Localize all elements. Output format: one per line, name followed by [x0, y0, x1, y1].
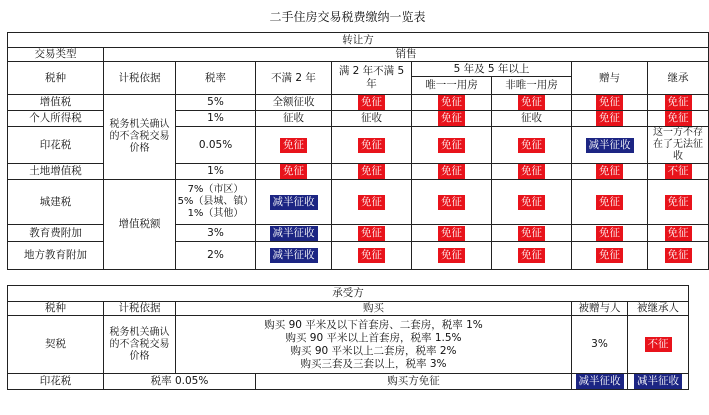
deed-gift: 3%: [572, 316, 628, 374]
ledu-name: 地方教育附加: [8, 242, 104, 270]
stamp-name: 印花税: [8, 127, 104, 164]
vat-inherit: 免征: [665, 95, 692, 110]
city-name: 城建税: [8, 180, 104, 225]
transaction-type-label: 交易类型: [8, 48, 104, 62]
ge5-header: 5 年及 5 年以上: [412, 62, 572, 77]
land-rate: 1%: [176, 164, 256, 180]
edu-not-only: 免征: [518, 226, 545, 241]
city-2to5: 免征: [358, 195, 385, 210]
stamp-only: 免征: [438, 138, 465, 153]
income-inherit: 免征: [665, 111, 692, 126]
rate-header: 税率: [176, 62, 256, 95]
income-only: 免征: [438, 111, 465, 126]
edu-rate: 3%: [176, 225, 256, 242]
income-rate: 1%: [176, 111, 256, 127]
city-not-only: 免征: [518, 195, 545, 210]
edu-only: 免征: [438, 226, 465, 241]
transfer-table: [7, 32, 709, 270]
vat-rate: 5%: [176, 95, 256, 111]
gift-header: 赠与: [572, 62, 648, 95]
receiver-stamp-inherit: 减半征收: [634, 374, 682, 389]
vat-2to5: 免征: [358, 95, 385, 110]
city-rate-2: 5%（县城、镇）: [177, 196, 254, 207]
ledu-gift: 免征: [596, 248, 623, 263]
vat-gift: 免征: [596, 95, 623, 110]
vat-only: 免征: [438, 95, 465, 110]
inherit-header: 继承: [648, 62, 709, 95]
deed-line-1: 购买 90 平米及以下首套房、二套房，税率 1%: [264, 318, 483, 331]
land-inherit: 不征: [665, 164, 692, 179]
receiver-tax-type-header: 税种: [8, 302, 104, 316]
basis-header: 计税依据: [104, 62, 176, 95]
stamp-inherit: 这一方不存在了无法征收: [648, 127, 709, 164]
land-2to5: 免征: [358, 164, 385, 179]
deed-inherit: 不征: [645, 337, 672, 352]
deed-line-2: 购买 90 平米以上首套房，税率 1.5%: [285, 331, 462, 344]
not-only-home-header: 非唯一用房: [492, 77, 572, 95]
city-rate-1: 7%（市区）: [187, 184, 244, 195]
edu-gift: 免征: [596, 226, 623, 241]
city-rate-3: 1%（其他）: [187, 208, 244, 219]
receiver-stamp-gift: 减半征收: [576, 374, 624, 389]
receiver-buy-header: 购买: [176, 302, 572, 316]
edu-lt2: 减半征收: [270, 226, 318, 241]
vat-name: 增值税: [8, 95, 104, 111]
income-not-only: 征收: [492, 111, 572, 127]
city-gift: 免征: [596, 195, 623, 210]
stamp-gift: 减半征收: [586, 138, 634, 153]
ledu-not-only: 免征: [518, 248, 545, 263]
vat-not-only: 免征: [518, 95, 545, 110]
vat-lt2: 全额征收: [256, 95, 332, 111]
basis-b: 增值税额: [104, 180, 176, 270]
city-lt2: 减半征收: [270, 195, 318, 210]
receiver-basis-a: 税务机关确认的不含税交易价格: [104, 316, 176, 374]
deed-name: 契税: [8, 316, 104, 374]
ledu-rate: 2%: [176, 242, 256, 270]
receiver-stamp-buy: 购买方免征: [256, 374, 572, 390]
edu-inherit: 免征: [665, 226, 692, 241]
tax-type-header: 税种: [8, 62, 104, 95]
income-name: 个人所得税: [8, 111, 104, 127]
sale-label: 销售: [104, 48, 709, 62]
city-only: 免征: [438, 195, 465, 210]
deed-line-4: 购买三套及三套以上，税率 3%: [300, 357, 447, 370]
receiver-stamp-rate: 税率 0.05%: [104, 374, 256, 390]
receiver-stamp-name: 印花税: [8, 374, 104, 390]
income-lt2: 征收: [256, 111, 332, 127]
transfer-section-header: 转让方: [8, 33, 709, 48]
edu-2to5: 免征: [358, 226, 385, 241]
ledu-inherit: 免征: [665, 248, 692, 263]
receiver-gifted-header: 被赠与人: [572, 302, 628, 316]
receiver-inherited-header: 被继承人: [628, 302, 689, 316]
basis-a: 税务机关确认的不含税交易价格: [104, 95, 176, 180]
stamp-not-only: 免征: [518, 138, 545, 153]
receiver-basis-header: 计税依据: [104, 302, 176, 316]
receiver-table: [7, 285, 689, 390]
lt2-header: 不满 2 年: [256, 62, 332, 95]
stamp-lt2: 免征: [280, 138, 307, 153]
page-title: 二手住房交易税费缴纳一览表: [269, 10, 426, 24]
land-gift: 免征: [596, 164, 623, 179]
land-name: 土地增值税: [8, 164, 104, 180]
edu-name: 教育费附加: [8, 225, 104, 242]
2to5-header: 满 2 年不满 5 年: [332, 62, 412, 95]
stamp-2to5: 免征: [358, 138, 385, 153]
land-only: 免征: [438, 164, 465, 179]
income-gift: 免征: [596, 111, 623, 126]
ledu-lt2: 减半征收: [270, 248, 318, 263]
only-home-header: 唯一一用房: [412, 77, 492, 95]
ledu-only: 免征: [438, 248, 465, 263]
land-not-only: 免征: [518, 164, 545, 179]
stamp-rate: 0.05%: [176, 127, 256, 164]
deed-line-3: 购买 90 平米以上二套房，税率 2%: [290, 344, 457, 357]
land-lt2: 免征: [280, 164, 307, 179]
city-inherit: 免征: [665, 195, 692, 210]
ledu-2to5: 免征: [358, 248, 385, 263]
income-2to5: 征收: [332, 111, 412, 127]
receiver-section-header: 承受方: [8, 286, 689, 302]
